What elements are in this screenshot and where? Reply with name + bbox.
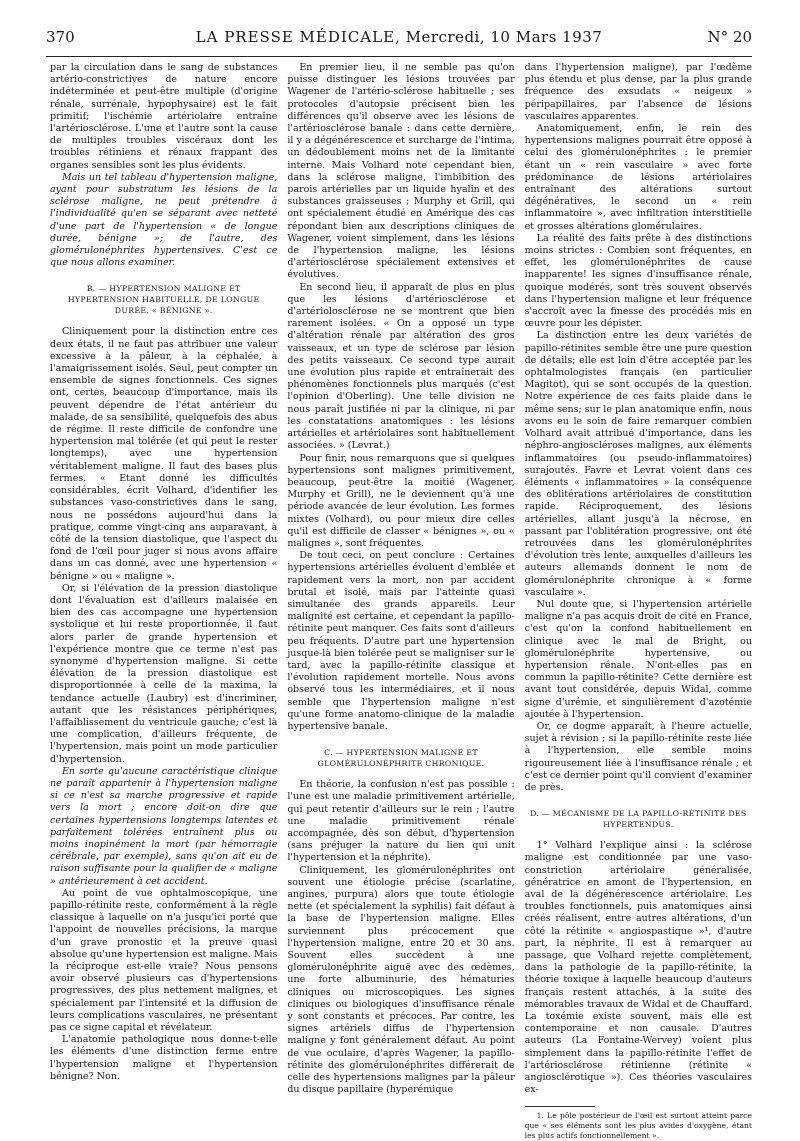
paragraph: par la circulation dans le sang de substances artério-constrictives de nature encore indéterminée et peut-être multiple (d'origine rénale, surrénale, hypophysaire) est le fait primitif; l'ischémie artériolaire entraîne l'artériosclérose. L'une et l'autre sont la cause de multiples troubles viscéraux dont les troubles rétiniens et rénaux frappant des organes sensibles sont les plus évidents. [50, 62, 278, 171]
paragraph: En second lieu, il apparaît de plus en plus que les lésions d'artériosclérose et d'artériolosclérose ne se montrent que bien rarement isolées. « On a opposé un type d'altération rénale par altération des gros vaisseaux, et un type de sclérose par lésion des petits vaisseaux. Ce second type aurait une évolution plus rapide et entraînerait des phénomènes fonctionnels plus marqués (c'est l'opinion d'Oberling). Une telle division ne nous paraît justifiée ni par la clinique, ni par les constatations anatomiques : les lésions artérielles et artériolaires sont habituellement associées. » (Levrat.) [287, 281, 515, 452]
column-2 [287, 62, 515, 1096]
paragraph: En sorte qu'aucune caractéristique clinique ne paraît appartenir à l'hypertension maligne si ce n'est sa marche progressive et rapide vers la mort ; encore doit-on dire que certaines hypertensions longtemps latentes et parfaitement tolérées entraînent plus ou moins inopinément la mort (par hémorragie cérébrale, par exemple), sans qu'on ait eu de raison suffisante pour la qualifier de « maligne » antérieurement à cet accident. [50, 765, 278, 887]
paragraph: La distinction entre les deux variétés de papillo-rétinites semble être une pure question de détails; elle est loin d'être acceptée par les ophtalmologistes français (en particulier Magitot), qui se sont occupés de la question. Notre expérience de ces faits plaide dans le même sens; sur le plan anatomique enfin, nous avons eu le soin de faire remarquer combien Volhard avait attribué d'importance, dans les néphro-angioscléroses malignes, aux éléments inflammatoires (ou pseudo-inflammatoires) surajoutés. Favre et Levrat voient dans ces éléments « inflammatoires » la conséquence des oblitérations artériolaires de constitution rapide. Réciproquement, des lésions artérielles, allant jusqu'à la nécrose, en passant par l'oblitération progressive, ont été retrouvées dans les glomérulonéphrites d'évolution très lente, auxquelles d'ailleurs les auteurs allemands donnent le nom de glomérulonéphrite chronique à « forme vasculaire ». [524, 330, 752, 598]
paragraph: En théorie, la confusion n'est pas possible : l'une est une maladie primitivement artérielle, qui peut retentir d'ailleurs sur le rein ; l'autre une maladie primitivement rénale accompagnée, dès son début, d'hypertension (sans préjuger la nature du lien qui unit l'hypertension et la néphrite). [287, 779, 515, 864]
paragraph: 1° Volhard l'explique ainsi : la sclérose maligne est conditionnée par une vaso-constriction artériolaire généralisée, génératrice en amont de l'hypertension, en aval de la dégénérescence artériolaire. Les troubles fonctionnels, puis anatomiques ainsi créés réalisent, entre autres altérations, d'un côté la rétinite « angiospastique »¹, d'autre part, la néphrite. Il est à remarquer au passage, que Volhard rejette complètement, dans la pathologie de la papillo-rétinite, la théorie toxique à laquelle beaucoup d'auteurs français restent attachés, à la suite des mémorables travaux de Widal et de Chauffard. La toxémie existe souvent, mais elle est contemporaine et non causale. D'autres auteurs (La Fontaine-Wervey) voient plus simplement dans la papillo-rétinite l'effet de l'artériosclérose rétinienne (rétinite « angiosclérotique »). Ces théories vasculaires ex- [524, 840, 752, 1096]
running-title [116, 28, 682, 46]
paragraph: dans l'hypertension maligne), par l'œdème plus étendu et plus dense, par la plus grande fréquence des exsudats « neigeux » péripapillaires, par l'absence de lésions vasculaires apparentes. [524, 62, 752, 122]
paragraph: Pour finir, nous remarquons que si quelques hypertensions sont malignes primitivement, beaucoup, peut-être la moitié (Wagener, Murphy et Grill), ne le deviennent qu'à une période avancée de leur évolution. Les formes mixtes (Volhard), ou pour mieux dire celles qu'il est difficile de classer « bénignes », ou « malignes », sont fréquentes. [287, 452, 515, 549]
issue-number: N° 20 [707, 28, 752, 46]
publication-name: LA PRESSE MÉDICALE [195, 28, 396, 46]
issue-date: , Mercredi, 10 Mars 1937 [395, 28, 603, 46]
paragraph: En premier lieu, il ne semble pas qu'on puisse distinguer les lésions trouvées par Wagener de l'artério-sclérose habituelle ; ses protocoles d'autopsie précisent bien les différences qu'il observe avec les lésions de l'artériosclérose banale : dans cette dernière, il y a dégénérescence et surcharge de l'intima, un dédoublement moins net de la limitante interne. Mais Volhard note cependant bien, dans la sclérose maligne, l'imbibition des parois artérielles par un liquide hyalin et des substances graisseuses ; Murphy et Grill, qui ont spécialement étudié en Amérique des cas répondant bien aux descriptions cliniques de Wagener, voient simplement, dans les lésions de l'hypertension maligne, les lésions d'artériosclérose spécialement extensives et évolutives. [287, 62, 515, 281]
paragraph: Or, si l'élévation de la pression diastolique dont l'évaluation est d'ailleurs malaisée en bien des cas accompagne une hypertension systolique et lui reste proportionnée, il faut alors parler de grande hypertension et l'expérience montre que ce terme n'est pas synonyme d'hypertension maligne. Si cette élévation de la pression diastolique est disproportionnée à celle de la maxima, la tendance actuelle (Laubry) est d'incriminer, autant que les résistances périphériques, l'affaiblissement du ventricule gauche; c'est là une complication, d'ailleurs fréquente, de l'hypertension, mais point un mode particulier d'hypertension. [50, 582, 278, 765]
column-3 [524, 62, 752, 1141]
paragraph: Mais un tel tableau d'hypertension maligne, ayant pour substratum les lésions de la sclérose maligne, ne peut prétendre à l'individualité qu'en se séparant avec netteté d'une part de l'hypertension « de longue durée, bénigne »; de l'autre, des glomérulonéphrites hypertensives. C'est ce que nous allons examiner. [50, 171, 278, 269]
footnote: 1. Le pôle postérieur de l'œil est surtout atteint parce que « ses éléments sont les plus avides d'oxygène, étant les plus actifs fonctionnellement ». [524, 1111, 752, 1141]
paragraph: Cliniquement pour la distinction entre ces deux états, il ne faut pas attribuer une valeur excessive à la pâleur, à la céphalée, à l'amaigrissement isolés. Seul, peut compter un ensemble de signes fonctionnels. Ces signes ont, certes, beaucoup d'importance, mais ils peuvent dépendre de l'état antérieur du malade, de sa sensibilité, quelquefois des abus de régime. Il reste difficile de confondre une hypertension mal tolérée (et qui peut le rester longtemps), avec une hypertension véritablement maligne. Il faut des bases plus fermes. « Etant donné les difficultés considérables, écrit Volhard, d'identifier les substances vaso-constrictives dans le sang, nous ne possédons aujourd'hui dans la pratique, comme vingt-cinq ans auparavant, à côté de la tension diastolique, que l'aspect du fond de l'œil pour juger si nous avons affaire dans un cas donné, avec une hypertension « bénigne » ou « maligne ». [50, 326, 278, 582]
section-heading-b: B. — HYPERTENSION MALIGNE ET HYPERTENSION HABITUELLE, DE LONGUE DURÉE, « BÉNIGNE ». [67, 284, 260, 316]
paragraph: De tout ceci, on peut conclure : Certaines hypertensions artérielles évoluent d'emblée et rapidement vers la mort, non par accident brutal et isolé, mais par l'atteinte quasi simultanée des grands appareils. Leur malignité est certaine, et cependant la papillo-rétinite peut manquer. Ces faits sont d'ailleurs peu fréquents. D'autre part une hypertension jusque-là bien tolérée peut se maligniser sur le tard, avec la papillo-rétinite classique et l'évolution rapidement mortelle. Nous avons observé tous les intermédiaires, et il nous semble que l'hypertension maligne n'est qu'une forme anatomo-clinique de la maladie hypertensive banale. [287, 550, 515, 732]
paragraph: Au point de vue ophtalmoscopique, une papillo-rétinite reste, conformément à la règle classique à laquelle on n'a jusqu'ici porté que l'appoint de nouvelles précisions, la marque d'un grave pronostic et la preuve quasi absolue qu'une hypertension est maligne. Mais la réciproque est-elle vraie? Nous pensons avoir observé plusieurs cas d'hypertensions progressives, des plus nettement malignes, et spécialement par l'intensité et la diffusion de leurs complications vasculaires, ne présentant pas ce signe capital et révélateur. [50, 887, 278, 1034]
section-heading-d: D. — MÉCANISME DE LA PAPILLO-RÉTINITE DES HYPERTENDUS. [530, 809, 747, 830]
paragraph: Cliniquement, les glomérulonéphrites ont souvent une étiologie précise (scarlatine, angines, purpura) alors que toute étiologie nette (et spécialement la syphilis) fait défaut à la base de l'hypertension maligne. Elles surviennent plus précocement que l'hypertension maligne, entre 20 et 30 ans. Souvent elles succèdent à une glomérulonéphrite aiguë avec des œdèmes, une forte albuminurie, des hématuries cliniques ou microscopiques. Les signes cliniques ou biologiques d'insuffisance rénale y sont constants et précoces. Par contre, les signes artériels diffus de l'hypertension maligne y font généralement défaut. Au point de vue oculaire, d'après Wagener, la papillo-rétinite des glomérulonéphrites différerait de celle des hypertensions malignes par la pâleur du disque papillaire (hyperémique [287, 864, 515, 1096]
footnote-rule [525, 1106, 595, 1107]
paragraph: Or, ce dogme apparaît, à l'heure actuelle, sujet à révision ; si la papillo-rétinite reste liée à l'hypertension, elle semble moins rigoureusement liée à l'insuffisance rénale ; et c'est ce dernier point qu'il convient d'examiner de près. [524, 720, 752, 793]
paragraph: Nul doute que, si l'hypertension artérielle maligne n'a pas acquis droit de cité en France, c'est qu'on la confond habituellement en clinique avec le mal de Bright, ou glomérulonéphrite hypertensive, ou hypertension rénale. N'ont-elles pas en commun la papillo-rétinite? Cette dernière est avant tout considérée, depuis Widal, comme signe d'urémie, et singulièrement d'azotémie ajoutée à l'hypertension. [524, 598, 752, 720]
column-1 [50, 62, 278, 1082]
paragraph: La réalité des faits prête à des distinctions moins strictes : Combien sont fréquentes, en effet, les glomérulonéphrites de cause inapparente! les signes d'insuffisance rénale, quoique modérés, sont très souvent observés dans l'hypertension maligne et leur fréquence s'accroît avec la finesse des procédés mis en œuvre pour les dépister. [524, 232, 752, 330]
paragraph: L'anatomie pathologique nous donne-t-elle les éléments d'une distinction ferme entre l'hypertension maligne et l'hypertension bénigne? Non. [50, 1034, 278, 1082]
page-number: 370 [46, 28, 75, 46]
article-body [50, 62, 752, 1141]
page-header [46, 28, 752, 50]
section-heading-c: C. — HYPERTENSION MALIGNE ET GLOMÉRULONÉPHRITE CHRONIQUE. [317, 748, 485, 769]
paragraph: Anatomiquement, enfin, le rein des hypertensions malignes pourrait être opposé à celui des glomérulonéphrites : le premier étant un « rein vasculaire » avec forte prédominance de lésions artériolaires entraînant des altérations surtout dégénératives, le second un « rein inflammatoire », avec infiltration interstitielle et grosses altérations glomérulaires. [524, 123, 752, 232]
header-rule [46, 56, 752, 57]
